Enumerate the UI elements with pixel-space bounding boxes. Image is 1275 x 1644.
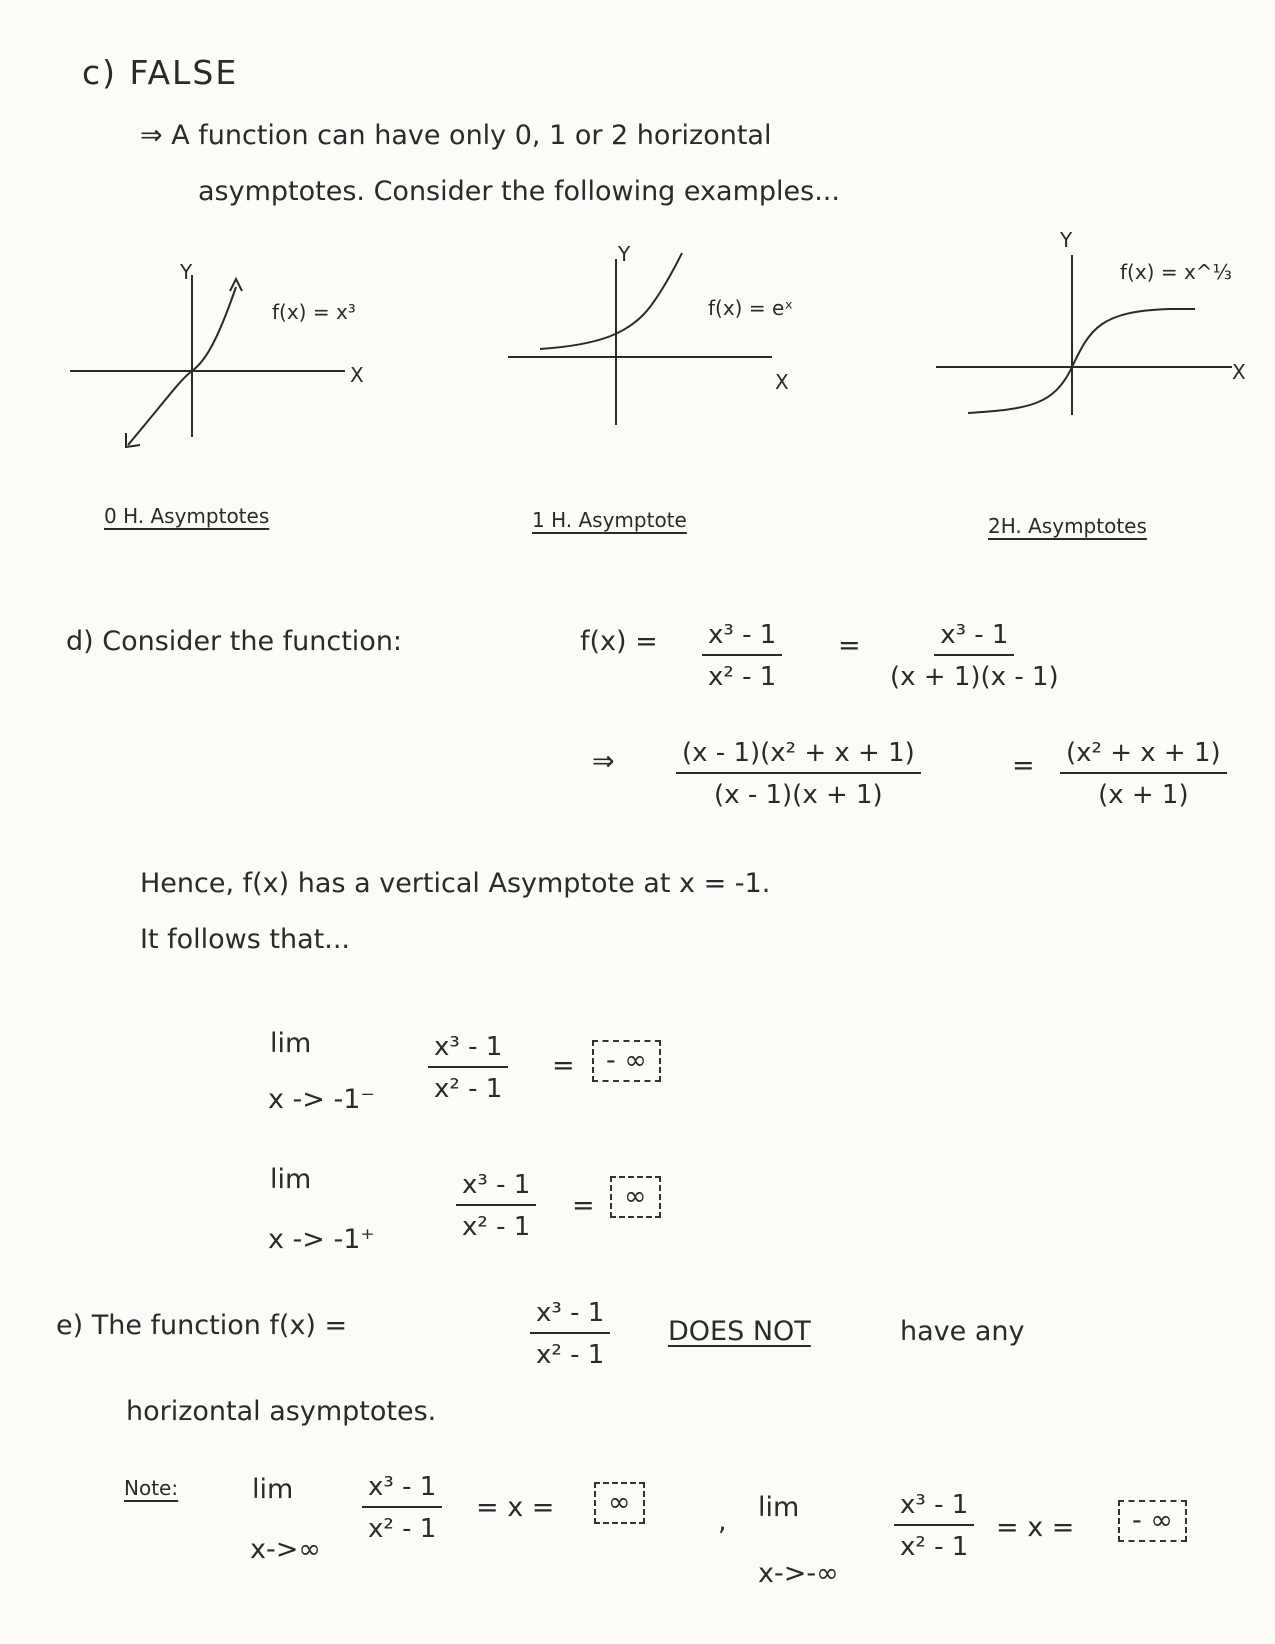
graph-exponential: [500, 242, 800, 435]
part-c-line-2: asymptotes. Consider the following examples...: [198, 176, 840, 207]
fraction-numerator: (x² + x + 1): [1060, 740, 1227, 774]
part-d-arrow: ⇒: [592, 746, 615, 777]
fraction-denominator: x² - 1: [462, 1212, 531, 1242]
limit-pos-result-box: ∞: [594, 1482, 645, 1524]
part-d-f-lhs: f(x) =: [580, 626, 658, 657]
limit-1-lim: lim: [270, 1028, 312, 1059]
graph-exp-curve: [540, 253, 682, 349]
fraction-denominator: x² - 1: [536, 1340, 605, 1370]
limit-2-approach: x -> -1⁺: [268, 1224, 375, 1255]
graph-cubic-curve: [128, 287, 236, 445]
fraction-numerator: (x - 1)(x² + x + 1): [676, 740, 921, 774]
part-e-prefix: e) The function f(x) =: [56, 1310, 348, 1341]
part-d-fraction-1: [702, 622, 782, 690]
fraction-numerator: x³ - 1: [428, 1034, 508, 1068]
limit-1-equals: =: [552, 1050, 575, 1081]
graph-cubic: [60, 265, 380, 465]
limit-2-result-box: ∞: [610, 1176, 661, 1218]
graph-root-curve: [968, 309, 1195, 413]
fraction-numerator: x³ - 1: [530, 1300, 610, 1334]
limit-neg-tail: = x =: [996, 1512, 1075, 1543]
graph-exp-caption: 1 H. Asymptote: [532, 508, 687, 532]
limit-neg-lim: lim: [758, 1492, 800, 1523]
graph-exp-function: f(x) = eˣ: [708, 296, 794, 320]
limit-1-result-box: - ∞: [592, 1040, 661, 1082]
limit-2-equals: =: [572, 1190, 595, 1221]
part-e-fraction: [530, 1300, 610, 1368]
fraction-denominator: x² - 1: [708, 662, 777, 692]
fraction-numerator: x³ - 1: [894, 1492, 974, 1526]
graph-exp-y-label: Y: [618, 242, 631, 266]
limit-2-fraction: [456, 1172, 536, 1240]
fraction-denominator: x² - 1: [434, 1074, 503, 1104]
graph-root-function: f(x) = x^⅓: [1120, 260, 1232, 284]
graph-cubic-x-label: X: [350, 363, 364, 387]
part-d-fraction-2: [890, 622, 1059, 690]
part-e-does-not: DOES NOT: [668, 1316, 811, 1347]
limit-1-fraction: [428, 1034, 508, 1102]
fraction-denominator: (x + 1)(x - 1): [890, 662, 1059, 692]
graph-cubic-y-label: Y: [180, 260, 193, 284]
graph-root-y-label: Y: [1060, 228, 1073, 252]
limit-pos-lim: lim: [252, 1474, 294, 1505]
limit-neg-result-box: - ∞: [1118, 1500, 1187, 1542]
fraction-numerator: x³ - 1: [456, 1172, 536, 1206]
limit-pos-approach: x->∞: [250, 1534, 321, 1565]
part-d-intro: d) Consider the function:: [66, 626, 403, 657]
fraction-denominator: (x - 1)(x + 1): [714, 780, 883, 810]
part-e-line-2: horizontal asymptotes.: [126, 1396, 437, 1427]
part-c-heading: c) FALSE: [82, 53, 239, 92]
graph-cubic-caption: 0 H. Asymptotes: [104, 504, 270, 528]
fraction-numerator: x³ - 1: [702, 622, 782, 656]
graph-root-x-label: X: [1232, 360, 1246, 384]
part-d-equals-1: =: [838, 630, 861, 661]
fraction-denominator: x² - 1: [368, 1514, 437, 1544]
limit-2-lim: lim: [270, 1164, 312, 1195]
fraction-numerator: x³ - 1: [934, 622, 1014, 656]
fraction-numerator: x³ - 1: [362, 1474, 442, 1508]
graph-root-caption: 2H. Asymptotes: [988, 514, 1147, 538]
part-d-equals-2: =: [1012, 750, 1035, 781]
fraction-denominator: x² - 1: [900, 1532, 969, 1562]
part-d-follows: It follows that...: [140, 924, 350, 955]
part-d-hence: Hence, f(x) has a vertical Asymptote at x = -1.: [140, 868, 771, 899]
limit-neg-fraction: [894, 1492, 974, 1560]
fraction-denominator: (x + 1): [1098, 780, 1189, 810]
limit-neg-approach: x->-∞: [758, 1558, 839, 1589]
limit-1-approach: x -> -1⁻: [268, 1084, 375, 1115]
part-c-line-1: ⇒ A function can have only 0, 1 or 2 horizontal: [140, 120, 772, 151]
limit-pos-tail: = x =: [476, 1492, 555, 1523]
limit-pos-fraction: [362, 1474, 442, 1542]
part-e-suffix: have any: [900, 1316, 1025, 1347]
part-d-fraction-3: [676, 740, 921, 808]
graph-exp-x-label: X: [775, 370, 789, 394]
part-d-fraction-4: [1060, 740, 1227, 808]
part-e-comma: ,: [718, 1506, 727, 1537]
graph-cubic-function: f(x) = x³: [272, 300, 356, 324]
part-e-note: Note:: [124, 1476, 179, 1500]
